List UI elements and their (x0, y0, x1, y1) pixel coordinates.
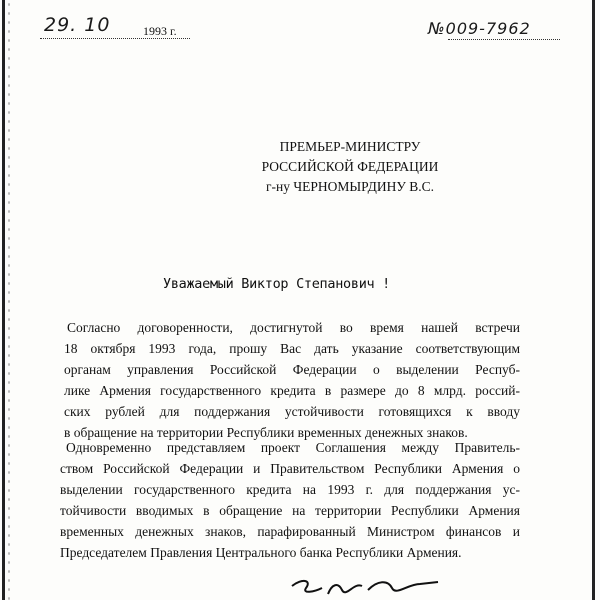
addressee-block (240, 137, 460, 197)
salutation: Уважаемый Виктор Степанович ! (163, 276, 391, 292)
handwritten-date: 29. 10 (44, 14, 111, 36)
number-underline (448, 39, 560, 40)
paragraph-line: 18 октября 1993 года, прошу Вас дать указание соответствующим (64, 341, 520, 356)
addressee-name: г-ну ЧЕРНОМЫРДИНУ В.С. (265, 179, 435, 194)
paragraph-line: ских рублей для поддержания устойчивости готовящихся к вводу (64, 404, 520, 419)
paragraph-line: выделении государственного кредита на 1993 г. для поддержания ус- (60, 482, 520, 497)
paragraph-line: Одновременно представляем проект Соглашения между Правитель- (66, 440, 520, 455)
handwritten-document-number: №009-7962 (428, 19, 531, 38)
printed-year: 1993 г. (143, 24, 177, 38)
paragraph-line: временных денежных знаков, парафированный Министром финансов и (60, 524, 520, 539)
addressee-country: РОССИЙСКОЙ ФЕДЕРАЦИИ (261, 159, 439, 174)
paragraph-request (64, 317, 520, 443)
paragraph-line: Согласно договоренности, достигнутой во время нашей встречи (67, 320, 520, 335)
paragraph-line: лике Армения государственного кредита в размере до 8 млрд. россий- (64, 383, 520, 398)
paragraph-line: Председателем Правления Центрального банка Республики Армения. (60, 545, 462, 560)
paragraph-line: органам управления Российской Федерации о выделении Респуб- (64, 362, 520, 377)
scan-edge-left (2, 0, 5, 600)
scan-edge-right (592, 0, 595, 600)
paragraph-agreement (60, 437, 520, 563)
addressee-title: ПРЕМЬЕР-МИНИСТРУ (279, 139, 421, 154)
paragraph-line: тойчивости вводимых в обращение на территории Республики Армения (60, 503, 520, 518)
paragraph-line: ством Российской Федерации и Правительством Республики Армения о (60, 461, 520, 476)
handwritten-signature (288, 572, 448, 600)
paragraph-line: в обращение на территории Республики временных денежных знаков. (64, 425, 468, 440)
